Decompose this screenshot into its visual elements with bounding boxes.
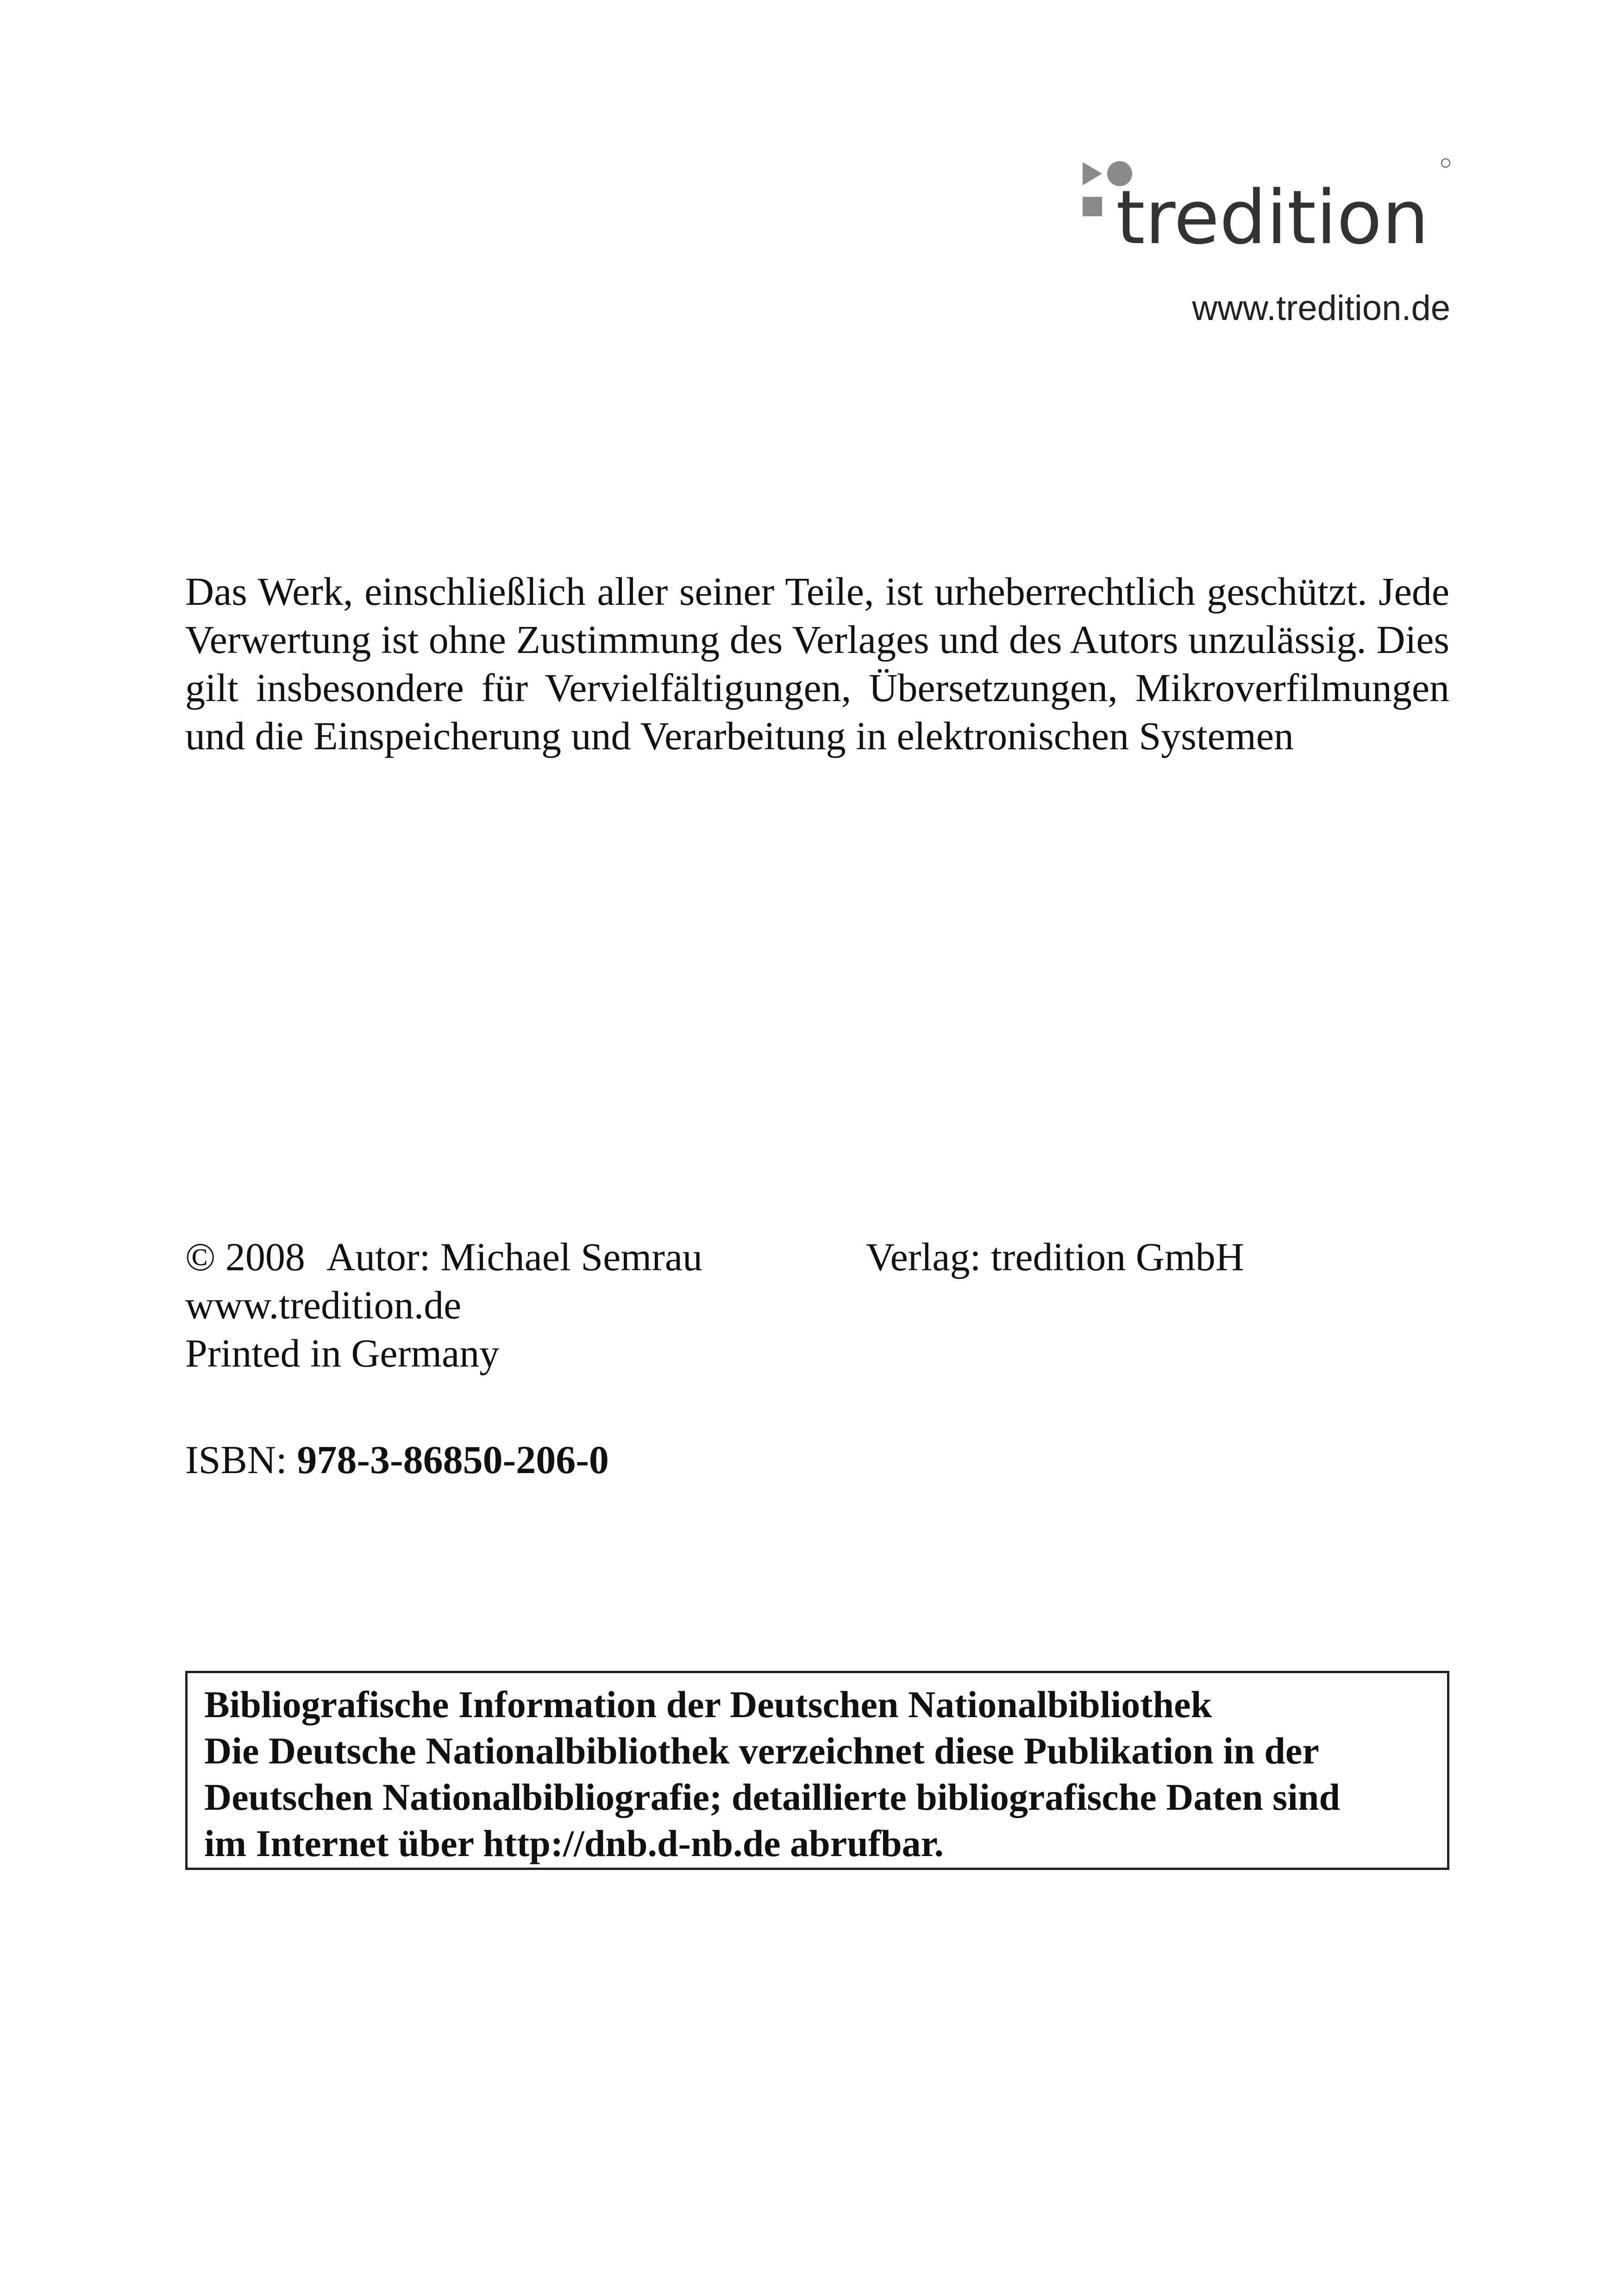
dnb-box-line-3: Deutschen Nationalbibliografie; detaillierte bibliografische Daten sind	[204, 1776, 1341, 1818]
publisher-name: Verlag: tredition GmbH	[866, 1235, 1244, 1279]
legal-notice-text: Das Werk, einschließlich aller seiner Teile, ist urheberrechtlich geschützt. Jede Verwertung ist ohne Zustimmung des Verlages und des Autors unzulässig. Dies gilt insbesondere für Vervielfältigungen, Übersetzungen, Mikroverfilmungen und die Einspeicherung und Verarbeitung in elektronischen Systemen	[185, 569, 1449, 758]
isbn-line	[185, 1436, 609, 1484]
isbn-label: ISBN:	[185, 1437, 287, 1482]
registered-trademark-icon	[1442, 159, 1450, 167]
header-website-link[interactable]: www.tredition.de	[1192, 289, 1450, 328]
dnb-box-line-4: im Internet über http://dnb.d-nb.de abrufbar.	[204, 1822, 944, 1864]
legal-notice	[185, 567, 1449, 760]
logo-triangle-mark	[1083, 162, 1102, 185]
copyright-notice: © 2008	[185, 1235, 305, 1279]
logo-square-mark	[1083, 197, 1102, 216]
dnb-box-line-1: Bibliografische Information der Deutschen Nationalbibliothek	[204, 1683, 1212, 1725]
imprint-block	[185, 1233, 1449, 1377]
dnb-box-line-2: Die Deutsche Nationalbibliothek verzeichnet diese Publikation in der	[204, 1730, 1319, 1772]
author-name: Autor: Michael Semrau	[326, 1235, 703, 1279]
dnb-bibliographic-info-box	[185, 1671, 1449, 1870]
tredition-logo-graphic	[1079, 153, 1454, 259]
imprint-website[interactable]: www.tredition.de	[185, 1283, 462, 1327]
isbn-value: 978-3-86850-206-0	[297, 1437, 609, 1482]
logo-wordmark: tredition	[1116, 174, 1429, 259]
imprint-author-row	[185, 1233, 1449, 1281]
tredition-logo	[1079, 153, 1454, 259]
printed-in: Printed in Germany	[185, 1331, 500, 1375]
